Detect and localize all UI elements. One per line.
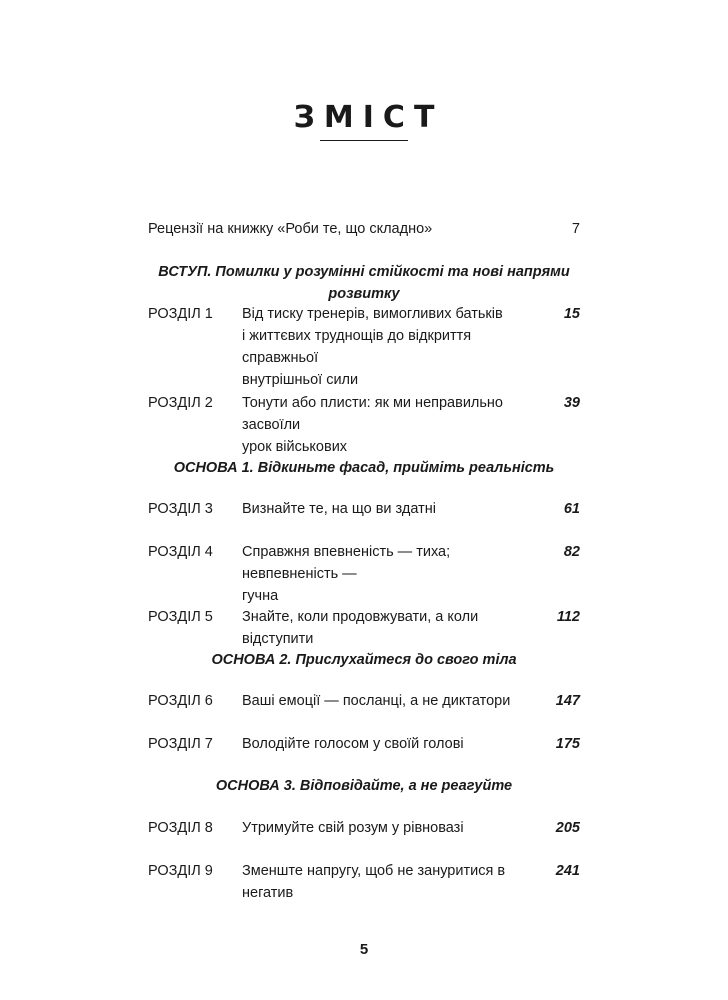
chapter-title: Знайте, коли продовжувати, а коли відступити [242,609,479,647]
toc-page-number: 241 [555,863,580,879]
chapter-label: РОЗДІЛ 7 [148,736,213,752]
toc-section-heading[interactable]: ОСНОВА 2. Прислухайтеся до свого тіла [211,652,517,668]
chapter-label: РОЗДІЛ 1 [148,306,213,322]
chapter-title: Визнайте те, на що ви здатні [242,501,436,517]
toc-section-heading[interactable]: ОСНОВА 3. Відповідайте, а не реагуйте [215,778,513,794]
toc-section-heading[interactable]: ОСНОВА 1. Відкиньте фасад, прийміть реальність [173,460,555,476]
toc-section-heading[interactable]: ВСТУП. Помилки у розумінні стійкості та нові напрями розвитку [158,264,570,302]
toc-page-number: 39 [563,395,580,411]
chapter-title: Від тиску тренерів, вимогливих батьків і життєвих труднощів до відкриття справжньої внутрішньої сили [242,306,503,388]
chapter-label: РОЗДІЛ 3 [148,501,213,517]
chapter-title: Справжня впевненість — тиха; невпевненість — гучна [242,544,451,604]
toc-page-number: 147 [555,693,580,709]
toc-page-number: 15 [563,306,580,322]
chapter-label: РОЗДІЛ 6 [148,693,213,709]
chapter-title: Ваші емоції — посланці, а не диктатори [242,693,511,709]
chapter-label: РОЗДІЛ 8 [148,820,213,836]
toc-page-number: 112 [556,609,580,625]
title-underline [320,140,408,141]
page-title: ЗМІСТ [293,100,444,135]
chapter-label: РОЗДІЛ 5 [148,609,213,625]
chapter-label: РОЗДІЛ 4 [148,544,213,560]
chapter-title: Володійте голосом у своїй голові [242,736,464,752]
toc-page-number: 7 [571,221,580,237]
toc-page-number: 61 [563,501,580,517]
chapter-title: Тонути або плисти: як ми неправильно засвоїли урок військових [242,395,503,455]
chapter-label: РОЗДІЛ 2 [148,395,213,411]
chapter-title: Утримуйте свій розум у рівновазі [242,820,464,836]
chapter-title: Зменште напругу, щоб не зануритися в негатив [242,863,506,901]
toc-page-number: 82 [563,544,580,560]
chapter-label: РОЗДІЛ 9 [148,863,213,879]
toc-page-number: 205 [555,820,580,836]
toc-page-number: 175 [555,736,580,752]
toc-entry-text: Рецензії на книжку «Роби те, що складно» [148,221,433,237]
page-number: 5 [359,941,369,958]
